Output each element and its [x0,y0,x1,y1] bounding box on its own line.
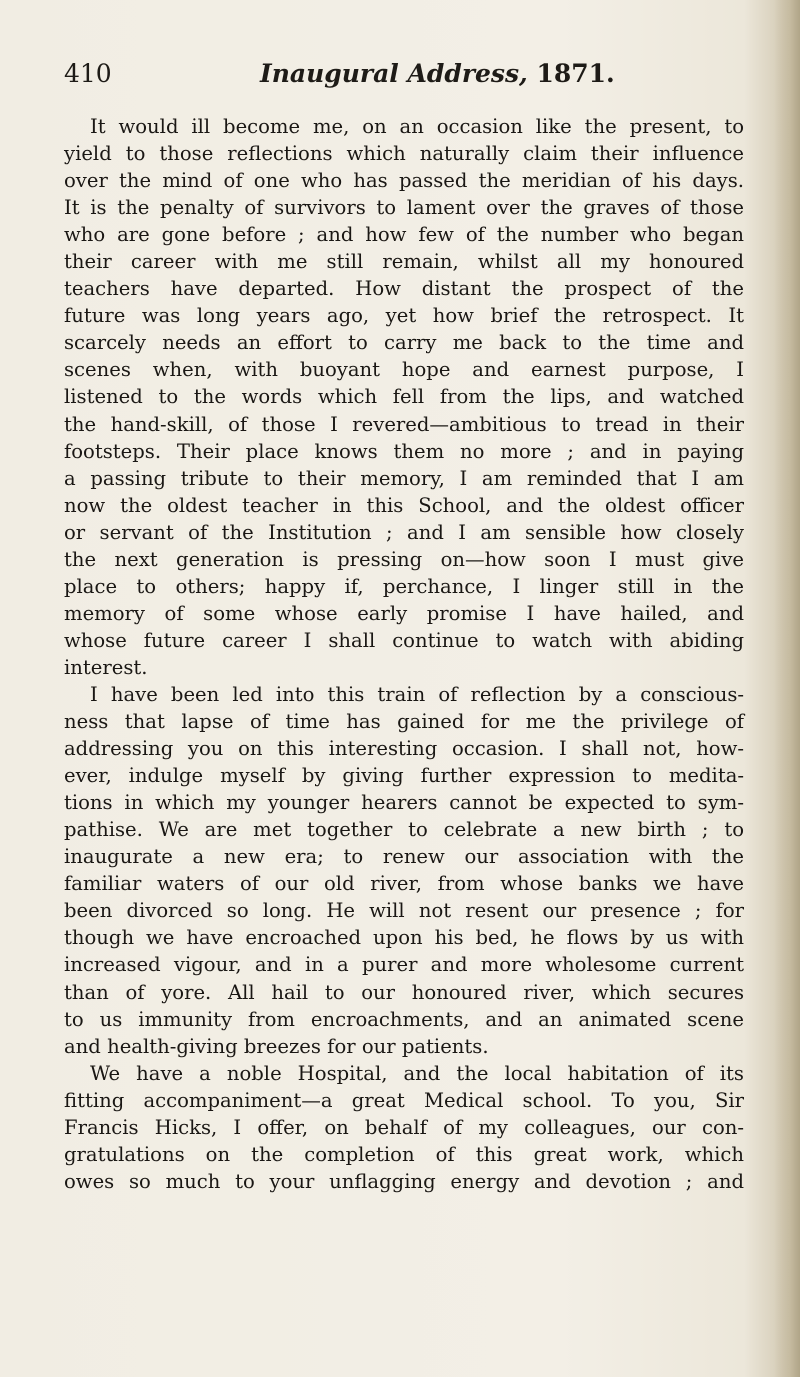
text-line: their career with me still remain, whilst all my honoured [64,250,744,274]
text-line: place to others; happy if, perchance, I linger still in the [64,574,744,598]
text-line: inaugurate a new era; to renew our association with the [64,845,744,869]
text-line: familiar waters of our old river, from whose banks we have [64,872,744,896]
text-line: though we have encroached upon his bed, he flows by us with [64,926,744,950]
text-line: footsteps. Their place knows them no more ; and in paying [64,439,744,463]
text-line: increased vigour, and in a purer and more wholesome current [64,953,744,977]
paragraph [64,113,744,681]
running-head [64,56,744,96]
body-text [64,113,744,1195]
text-line: scenes when, with buoyant hope and earnest purpose, I [64,358,744,382]
running-title-year: 1871. [527,59,615,88]
text-line: tions in which my younger hearers cannot be expected to sym- [64,791,744,815]
text-line: owes so much to your unflagging energy and devotion ; and [64,1169,744,1193]
text-line: ness that lapse of time has gained for me the privilege of [64,710,744,734]
text-line: future was long years ago, yet how brief the retrospect. It [64,304,744,328]
text-line: and health-giving breezes for our patients. [64,1034,489,1058]
text-line: a passing tribute to their memory, I am reminded that I am [64,466,744,490]
text-line: who are gone before ; and how few of the number who began [64,223,744,247]
text-line: been divorced so long. He will not resent our presence ; for [64,899,744,923]
text-line: teachers have departed. How distant the prospect of the [64,277,744,301]
page-edge-shadow [774,0,800,1377]
text-line: whose future career I shall continue to watch with abiding [64,628,744,652]
text-line: interest. [64,655,148,679]
paragraph [64,1060,744,1195]
text-line: listened to the words which fell from the lips, and watched [64,385,744,409]
text-line: gratulations on the completion of this great work, which [64,1142,744,1166]
paragraph [64,681,744,1060]
text-line: I have been led into this train of reflection by a conscious- [90,682,744,706]
running-title-text: Inaugural Address, [260,59,528,88]
text-line: Francis Hicks, I offer, on behalf of my colleagues, our con- [64,1115,744,1139]
text-line: or servant of the Institution ; and I am sensible how closely [64,520,744,544]
text-line: addressing you on this interesting occasion. I shall not, how- [64,737,744,761]
text-line: the hand-skill, of those I revered—ambitious to tread in their [64,412,744,436]
running-title [260,56,615,92]
text-line: to us immunity from encroachments, and an animated scene [64,1007,744,1031]
text-line: It would ill become me, on an occasion like the present, to [90,115,744,138]
text-line: memory of some whose early promise I have hailed, and [64,601,744,625]
text-line: It is the penalty of survivors to lament over the graves of those [64,196,744,220]
text-line: scarcely needs an effort to carry me back to the time and [64,331,744,355]
text-line: over the mind of one who has passed the meridian of his days. [64,169,744,193]
text-line: than of yore. All hail to our honoured river, which secures [64,980,744,1004]
text-line: yield to those reflections which naturally claim their influence [64,142,744,166]
text-line: the next generation is pressing on—how soon I must give [64,547,744,571]
text-line: fitting accompaniment—a great Medical school. To you, Sir [64,1088,744,1112]
text-line: ever, indulge myself by giving further expression to medita- [64,764,744,788]
page-number: 410 [64,59,112,88]
text-line: We have a noble Hospital, and the local habitation of its [90,1061,744,1085]
text-line: pathise. We are met together to celebrate a new birth ; to [64,818,744,842]
text-line: now the oldest teacher in this School, and the oldest officer [64,493,744,517]
